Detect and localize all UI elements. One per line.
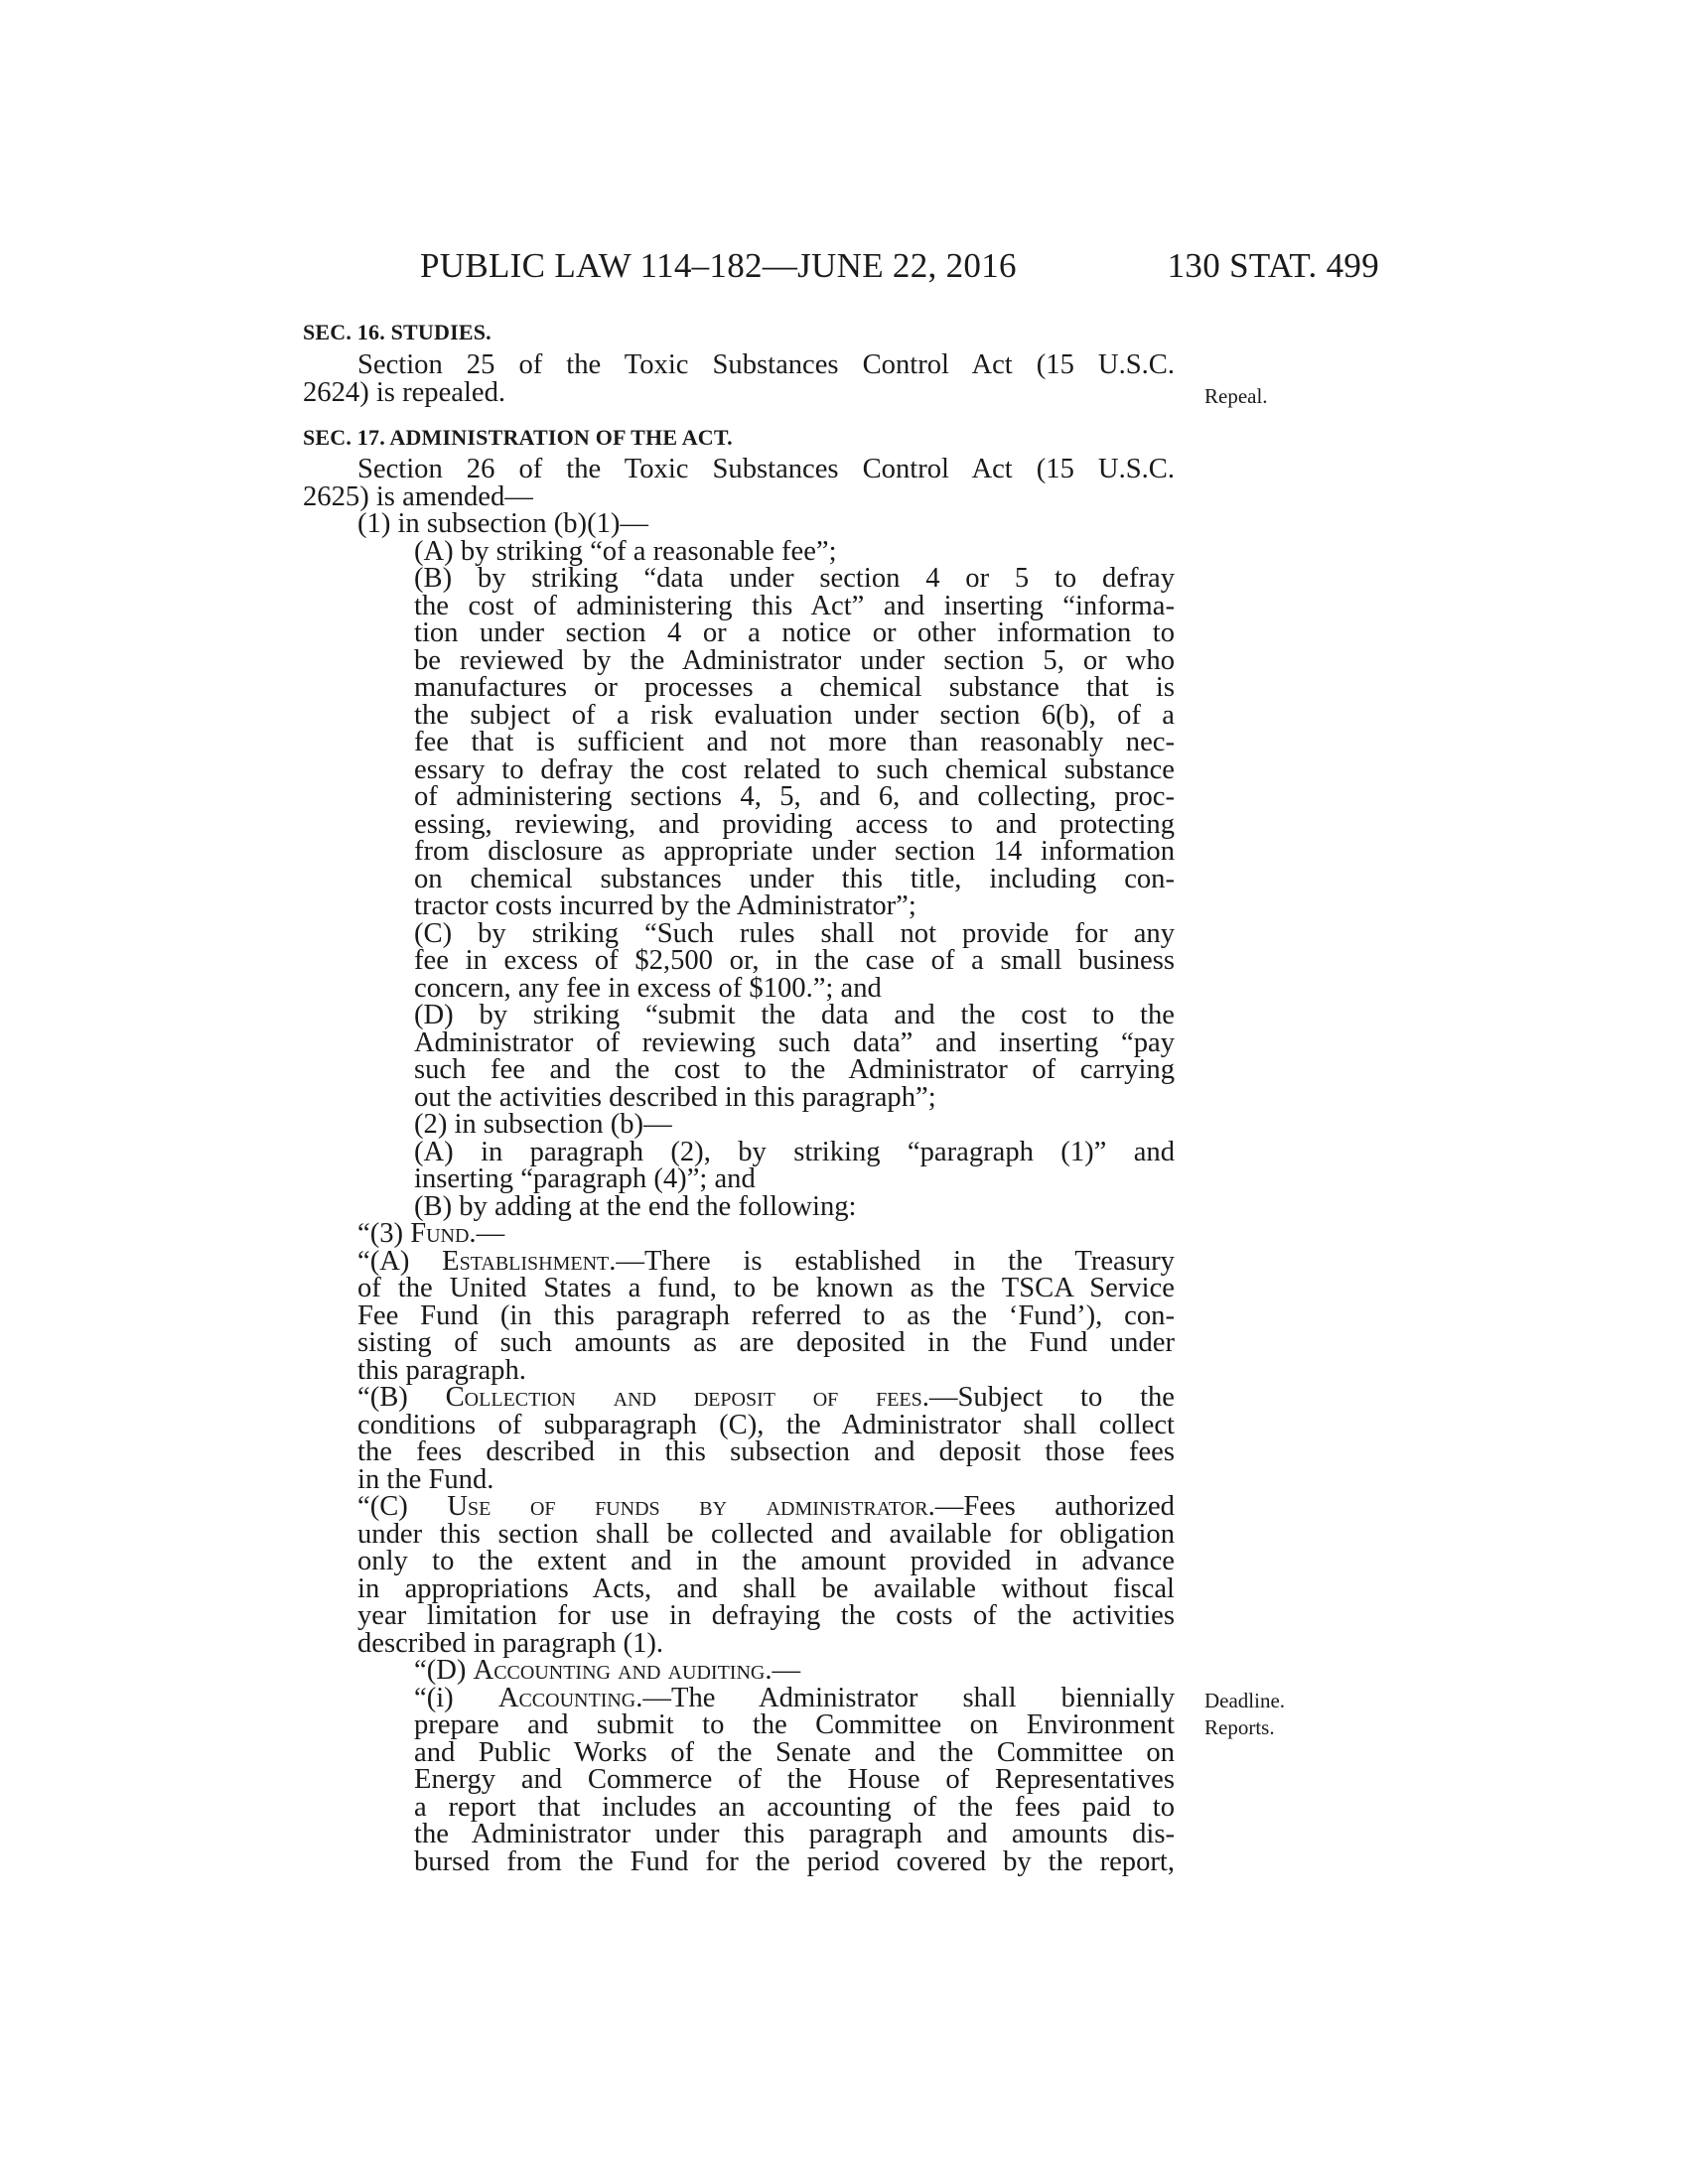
- text-line: “(A) Establishment.—There is established in the Treasury: [357, 1246, 1175, 1277]
- text-line: the fees described in this subsection and deposit those fees: [357, 1436, 1175, 1467]
- text-line: Section 26 of the Toxic Substances Control Act (15 U.S.C.: [357, 454, 1175, 484]
- text-line: under this section shall be collected and available for obligation: [357, 1519, 1175, 1550]
- text-line: of the United States a fund, to be known as the TSCA Service: [357, 1273, 1175, 1303]
- text-line: described in paragraph (1).: [357, 1628, 664, 1659]
- text-line: essary to defray the cost related to such chemical substance: [414, 754, 1175, 785]
- text-line: Administrator of reviewing such data” and inserting “pay: [414, 1027, 1175, 1058]
- text-line: (A) in paragraph (2), by striking “paragraph (1)” and: [414, 1137, 1175, 1167]
- text-line: be reviewed by the Administrator under section 5, or who: [414, 645, 1175, 676]
- text-line: (B) by striking “data under section 4 or 5 to defray: [414, 563, 1175, 594]
- running-head-stat-page: 130 STAT. 499: [1167, 246, 1379, 285]
- text-line: such fee and the cost to the Administrator of carrying: [414, 1054, 1175, 1085]
- text-line: tractor costs incurred by the Administrator”;: [414, 890, 916, 921]
- text-line: this paragraph.: [357, 1355, 526, 1386]
- text-line: from disclosure as appropriate under section 14 information: [414, 836, 1175, 867]
- text-line: (D) by striking “submit the data and the cost to the: [414, 1000, 1175, 1030]
- text-line: (A) by striking “of a reasonable fee”;: [414, 536, 837, 567]
- text-line: inserting “paragraph (4)”; and: [414, 1163, 756, 1194]
- text-line: (C) by striking “Such rules shall not provide for any: [414, 918, 1175, 949]
- text-line: Fee Fund (in this paragraph referred to as the ‘Fund’), con-: [357, 1300, 1175, 1331]
- text-line: “(i) Accounting.—The Administrator shall biennially: [414, 1683, 1176, 1713]
- text-line: “(D) Accounting and auditing.—: [414, 1655, 801, 1686]
- text-line: “(B) Collection and deposit of fees.—Subject to the: [357, 1382, 1175, 1413]
- text-line: 2624) is repealed.: [303, 377, 506, 408]
- text-line: Section 25 of the Toxic Substances Control Act (15 U.S.C.: [357, 349, 1175, 380]
- text-line: fee in excess of $2,500 or, in the case of a small business: [414, 945, 1175, 976]
- text-line: (1) in subsection (b)(1)—: [357, 508, 649, 539]
- text-line: “(3) Fund.—: [357, 1218, 505, 1249]
- running-head-title: PUBLIC LAW 114–182—JUNE 22, 2016: [420, 246, 1017, 285]
- text-line: the subject of a risk evaluation under section 6(b), of a: [414, 700, 1175, 731]
- text-line: “(C) Use of funds by administrator.—Fees authorized: [357, 1491, 1175, 1522]
- text-line: manufactures or processes a chemical substance that is: [414, 672, 1175, 703]
- text-line: (B) by adding at the end the following:: [414, 1191, 857, 1222]
- text-line: Energy and Commerce of the House of Representatives: [414, 1764, 1175, 1795]
- text-line: and Public Works of the Senate and the Committee on: [414, 1737, 1175, 1768]
- text-line: tion under section 4 or a notice or other information to: [414, 617, 1175, 648]
- text-line: prepare and submit to the Committee on Environment: [414, 1709, 1175, 1740]
- text-line: sisting of such amounts as are deposited in the Fund under: [357, 1327, 1175, 1358]
- text-line: on chemical substances under this title, including con-: [414, 864, 1175, 894]
- text-line: the Administrator under this paragraph and amounts dis-: [414, 1819, 1175, 1849]
- text-line: out the activities described in this paragraph”;: [414, 1082, 936, 1113]
- section-16-heading: SEC. 16. STUDIES.: [303, 320, 492, 344]
- text-line: essing, reviewing, and providing access to and protecting: [414, 809, 1175, 840]
- text-line: the cost of administering this Act” and inserting “informa-: [414, 591, 1175, 621]
- text-line: fee that is sufficient and not more than reasonably nec-: [414, 727, 1175, 757]
- section-17-heading: SEC. 17. ADMINISTRATION OF THE ACT.: [303, 425, 733, 450]
- text-line: of administering sections 4, 5, and 6, and collecting, proc-: [414, 781, 1175, 812]
- text-line: 2625) is amended—: [303, 481, 533, 512]
- margin-note-reports: Reports.: [1204, 1715, 1275, 1739]
- text-line: in appropriations Acts, and shall be available without fiscal: [357, 1573, 1175, 1604]
- text-line: only to the extent and in the amount provided in advance: [357, 1546, 1175, 1576]
- text-line: conditions of subparagraph (C), the Administrator shall collect: [357, 1410, 1175, 1440]
- margin-note-deadline: Deadline.: [1204, 1689, 1286, 1712]
- text-line: (2) in subsection (b)—: [414, 1109, 672, 1140]
- text-line: in the Fund.: [357, 1464, 494, 1495]
- text-line: a report that includes an accounting of the fees paid to: [414, 1792, 1175, 1823]
- text-line: bursed from the Fund for the period covered by the report,: [414, 1846, 1175, 1877]
- text-line: concern, any fee in excess of $100.”; and: [414, 973, 882, 1004]
- text-line: year limitation for use in defraying the costs of the activities: [357, 1600, 1175, 1631]
- margin-note-repeal: Repeal.: [1204, 384, 1268, 408]
